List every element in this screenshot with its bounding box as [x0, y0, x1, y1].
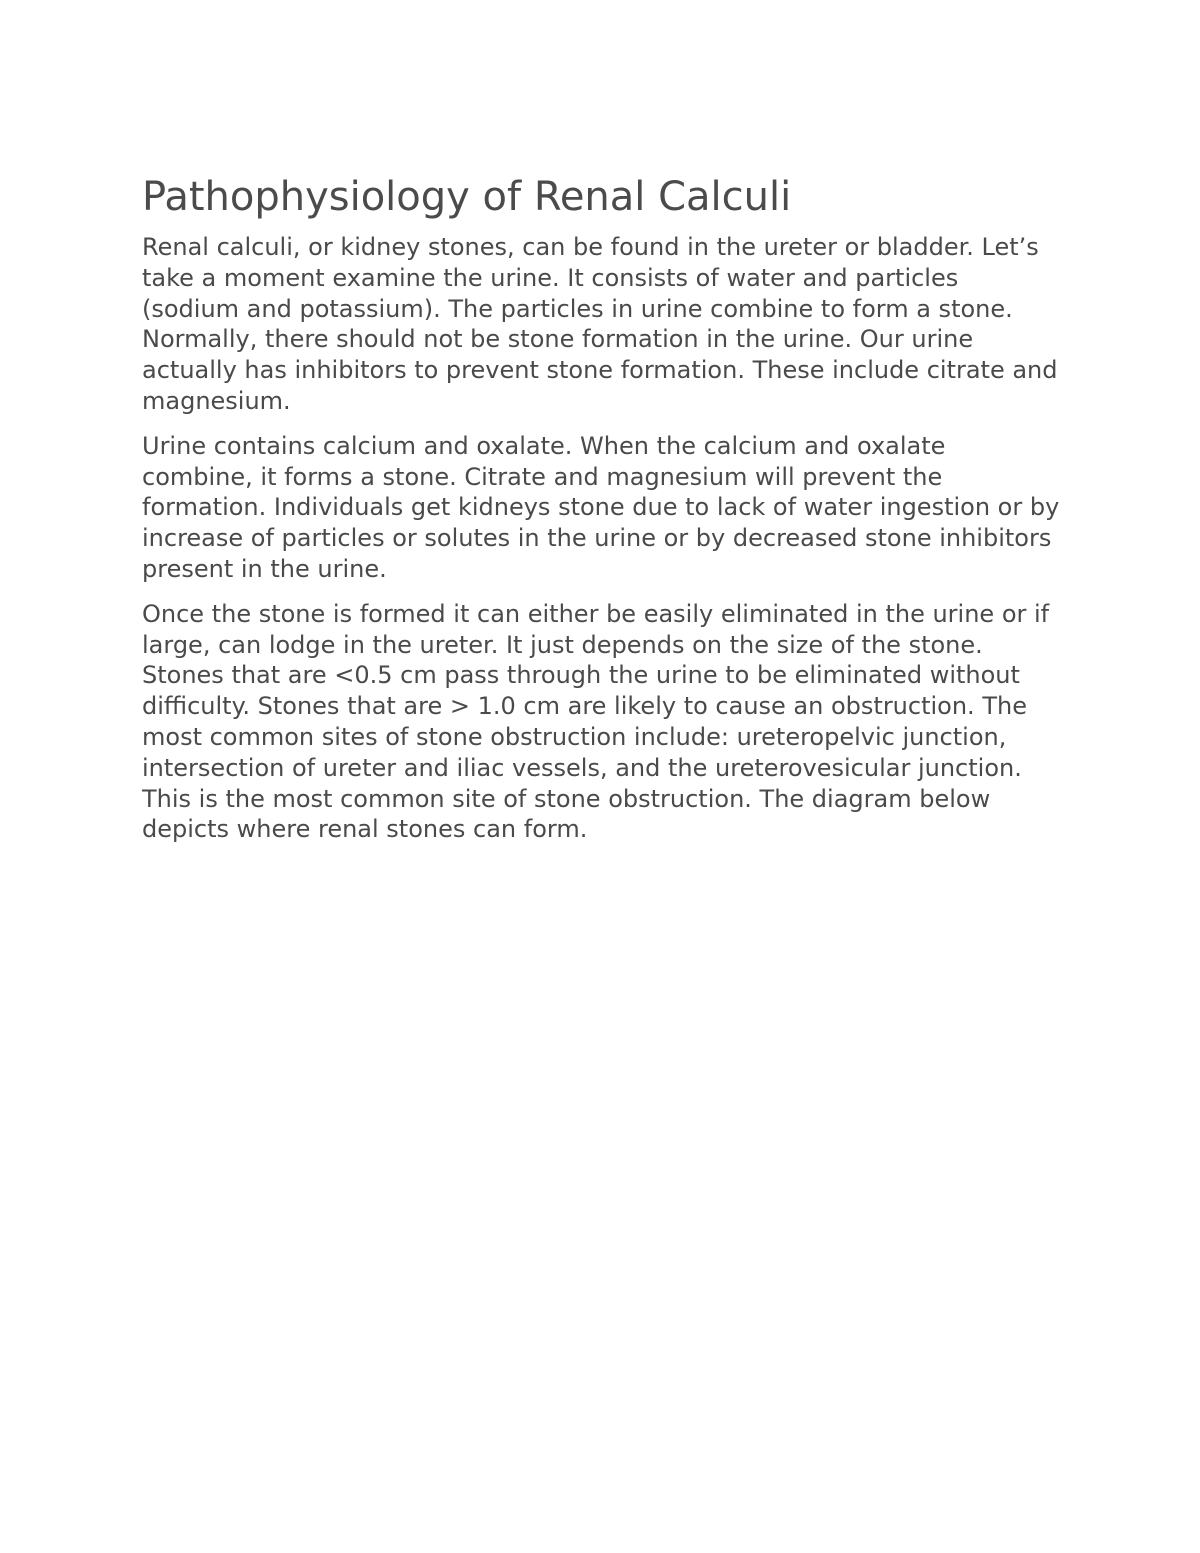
paragraph-1: Renal calculi, or kidney stones, can be found in the ureter or bladder. Let’s take a moment examine the urine. It consists of water and particles (sodium and potassium). The particles in urine combine to form a stone. Normally, there should not be stone formation in the urine. Our urine actually has inhibitors to prevent stone formation. These include citrate and magnesium. — [142, 233, 1058, 415]
document-title: Pathophysiology of Renal Calculi — [142, 174, 792, 220]
paragraph-2: Urine contains calcium and oxalate. When the calcium and oxalate combine, it forms a stone. Citrate and magnesium will prevent the formation. Individuals get kidneys stone due to lack of water ingestion or by increase of particles or solutes in the urine or by decreased stone inhibitors present in the urine. — [142, 431, 1060, 583]
document-body — [142, 170, 1062, 859]
paragraph-3: Once the stone is formed it can either be easily eliminated in the urine or if large, can lodge in the ureter. It just depends on the size of the stone. Stones that are <0.5 cm pass through the urine to be eliminated without difficulty. Stones that are > 1.0 cm are likely to cause an obstruction. The most common sites of stone obstruction include: ureteropelvic junction, intersection of ureter and iliac vessels, and the ureterovesicular junction. This is the most common site of stone obstruction. The diagram below depicts where renal stones can form. — [142, 599, 1050, 844]
